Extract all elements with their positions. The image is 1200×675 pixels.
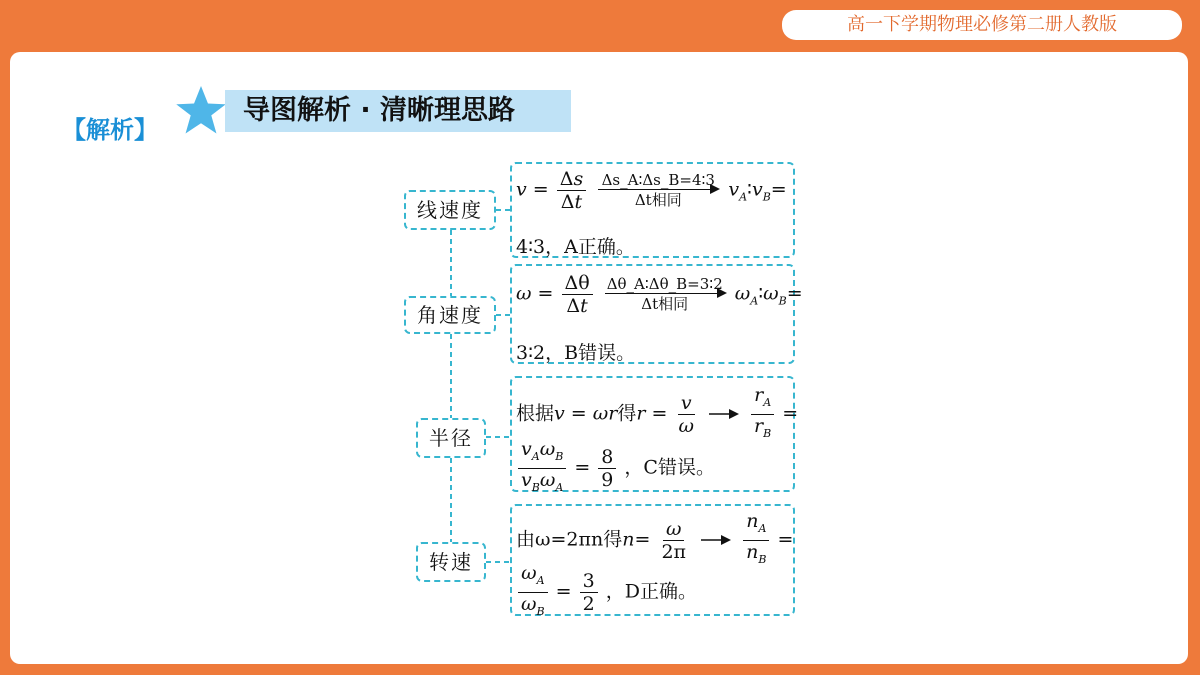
- arrow-icon: [709, 408, 739, 420]
- formula-box-angular-velocity: ω = $\frac{\Delta\theta}{\Delta t}$ Δθ_A∶Δθ_B=3∶2 Δt相同 $\omega_A∶\omega_B=$ 3∶2，B错误。: [510, 264, 795, 364]
- arrow-condition-bottom: Δt相同: [634, 191, 682, 209]
- node-radius: 半径: [416, 418, 486, 458]
- arrow-icon: [701, 534, 731, 546]
- arrow-condition-top: Δs_A∶Δs_B=4∶3: [601, 171, 715, 189]
- section-banner: 导图解析 · 清晰理思路: [225, 90, 571, 132]
- formula-box-rotation-speed: 由ω=2πn得n= $\frac{\omega}{2\pi}$ $\frac{n_A}{n_B}$ = $\frac{\omega_A}{\omega_B}$ = $\frac{3}{2}$ ，D正确。: [510, 504, 795, 616]
- node-linear-velocity: 线速度: [404, 190, 496, 230]
- course-title-tag: 高一下学期物理必修第二册人教版: [782, 10, 1182, 40]
- result-text: 4∶3，A正确。: [516, 236, 635, 258]
- arrow-condition-bottom: Δt相同: [641, 295, 689, 313]
- formula-box-radius: 根据v = ωr得r = $\frac{v}{\omega}$ $\frac{r_A}{r_B}$ = $\frac{v_A\omega_B}{v_B\omega_A}$ = $\frac{8}{9}$ ，C错误。: [510, 376, 795, 492]
- result-text: ，D正确。: [605, 580, 697, 603]
- node-rotation-speed: 转速: [416, 542, 486, 582]
- result-text: ，C错误。: [624, 456, 715, 479]
- mid-text: 得: [617, 402, 637, 425]
- result-text: 3∶2，B错误。: [516, 342, 636, 364]
- lead-text: 根据: [516, 402, 555, 425]
- star-icon: [170, 80, 232, 142]
- formula-box-linear-velocity: v = $\frac{\Delta s}{\Delta t}$ Δs_A∶Δs_B=4∶3 Δt相同 $v_A∶v_B=$ 4∶3，A正确。: [510, 162, 795, 258]
- node-angular-velocity: 角速度: [404, 296, 496, 334]
- arrow-condition-top: Δθ_A∶Δθ_B=3∶2: [606, 275, 723, 293]
- section-label: 【解析】: [62, 116, 158, 144]
- lead-text: 由ω=2πn得: [516, 528, 623, 551]
